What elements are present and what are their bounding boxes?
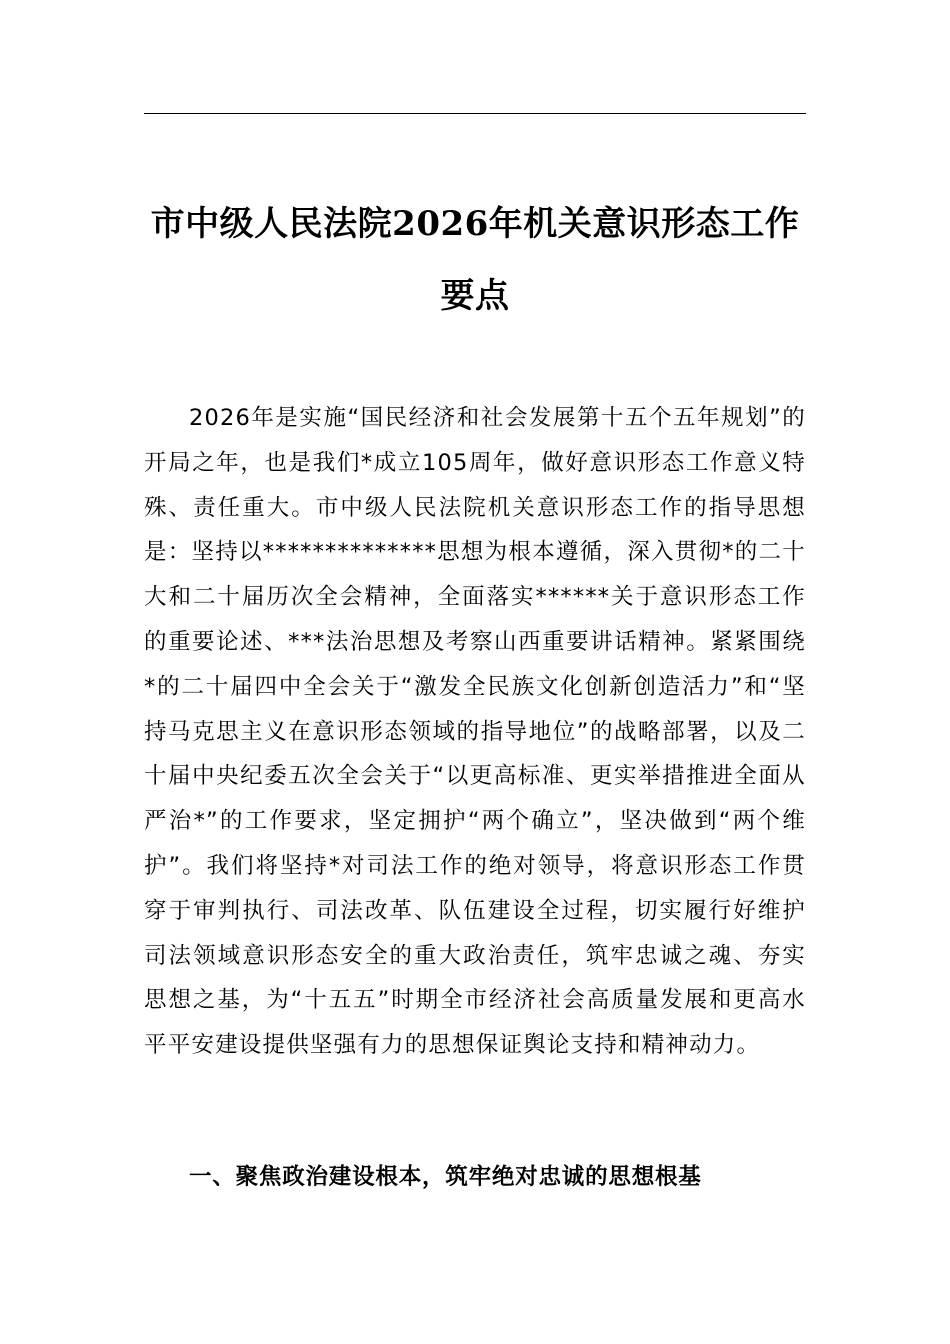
document-title	[144, 188, 806, 332]
title-line-2: 要点	[440, 276, 510, 316]
intro-paragraph: 2026年是实施“国民经济和社会发展第十五个五年规划”的开局之年，也是我们*成立105周年，做好意识形态工作意义特殊、责任重大。市中级人民法院机关意识形态工作的指导思想是：坚持以**************思想为根本遵循，深入贯彻*的二十大和二十届历次全会精神，全面落实******关于意识形态工作的重要论述、***法治思想及考察山西重要讲话精神。紧紧围绕*的二十届四中全会关于“激发全民族文化创新创造活力”和“坚持马克思主义在意识形态领域的指导地位”的战略部署，以及二十届中央纪委五次全会关于“以更高标准、更实举措推进全面从严治*”的工作要求，坚定拥护“两个确立”，坚决做到“两个维护”。我们将坚持*对司法工作的绝对领导，将意识形态工作贯穿于审判执行、司法改革、队伍建设全过程，切实履行好维护司法领域意识形态安全的重大政治责任，筑牢忠诚之魂、夯实思想之基，为“十五五”时期全市经济社会高质量发展和更高水平平安建设提供坚强有力的思想保证舆论支持和精神动力。	[144, 405, 806, 1059]
section-heading-1: 一、聚焦政治建设根本，筑牢绝对忠诚的思想根基	[189, 1164, 702, 1190]
header-rule	[144, 113, 806, 114]
title-line-1: 市中级人民法院2026年机关意识形态工作	[150, 204, 800, 244]
